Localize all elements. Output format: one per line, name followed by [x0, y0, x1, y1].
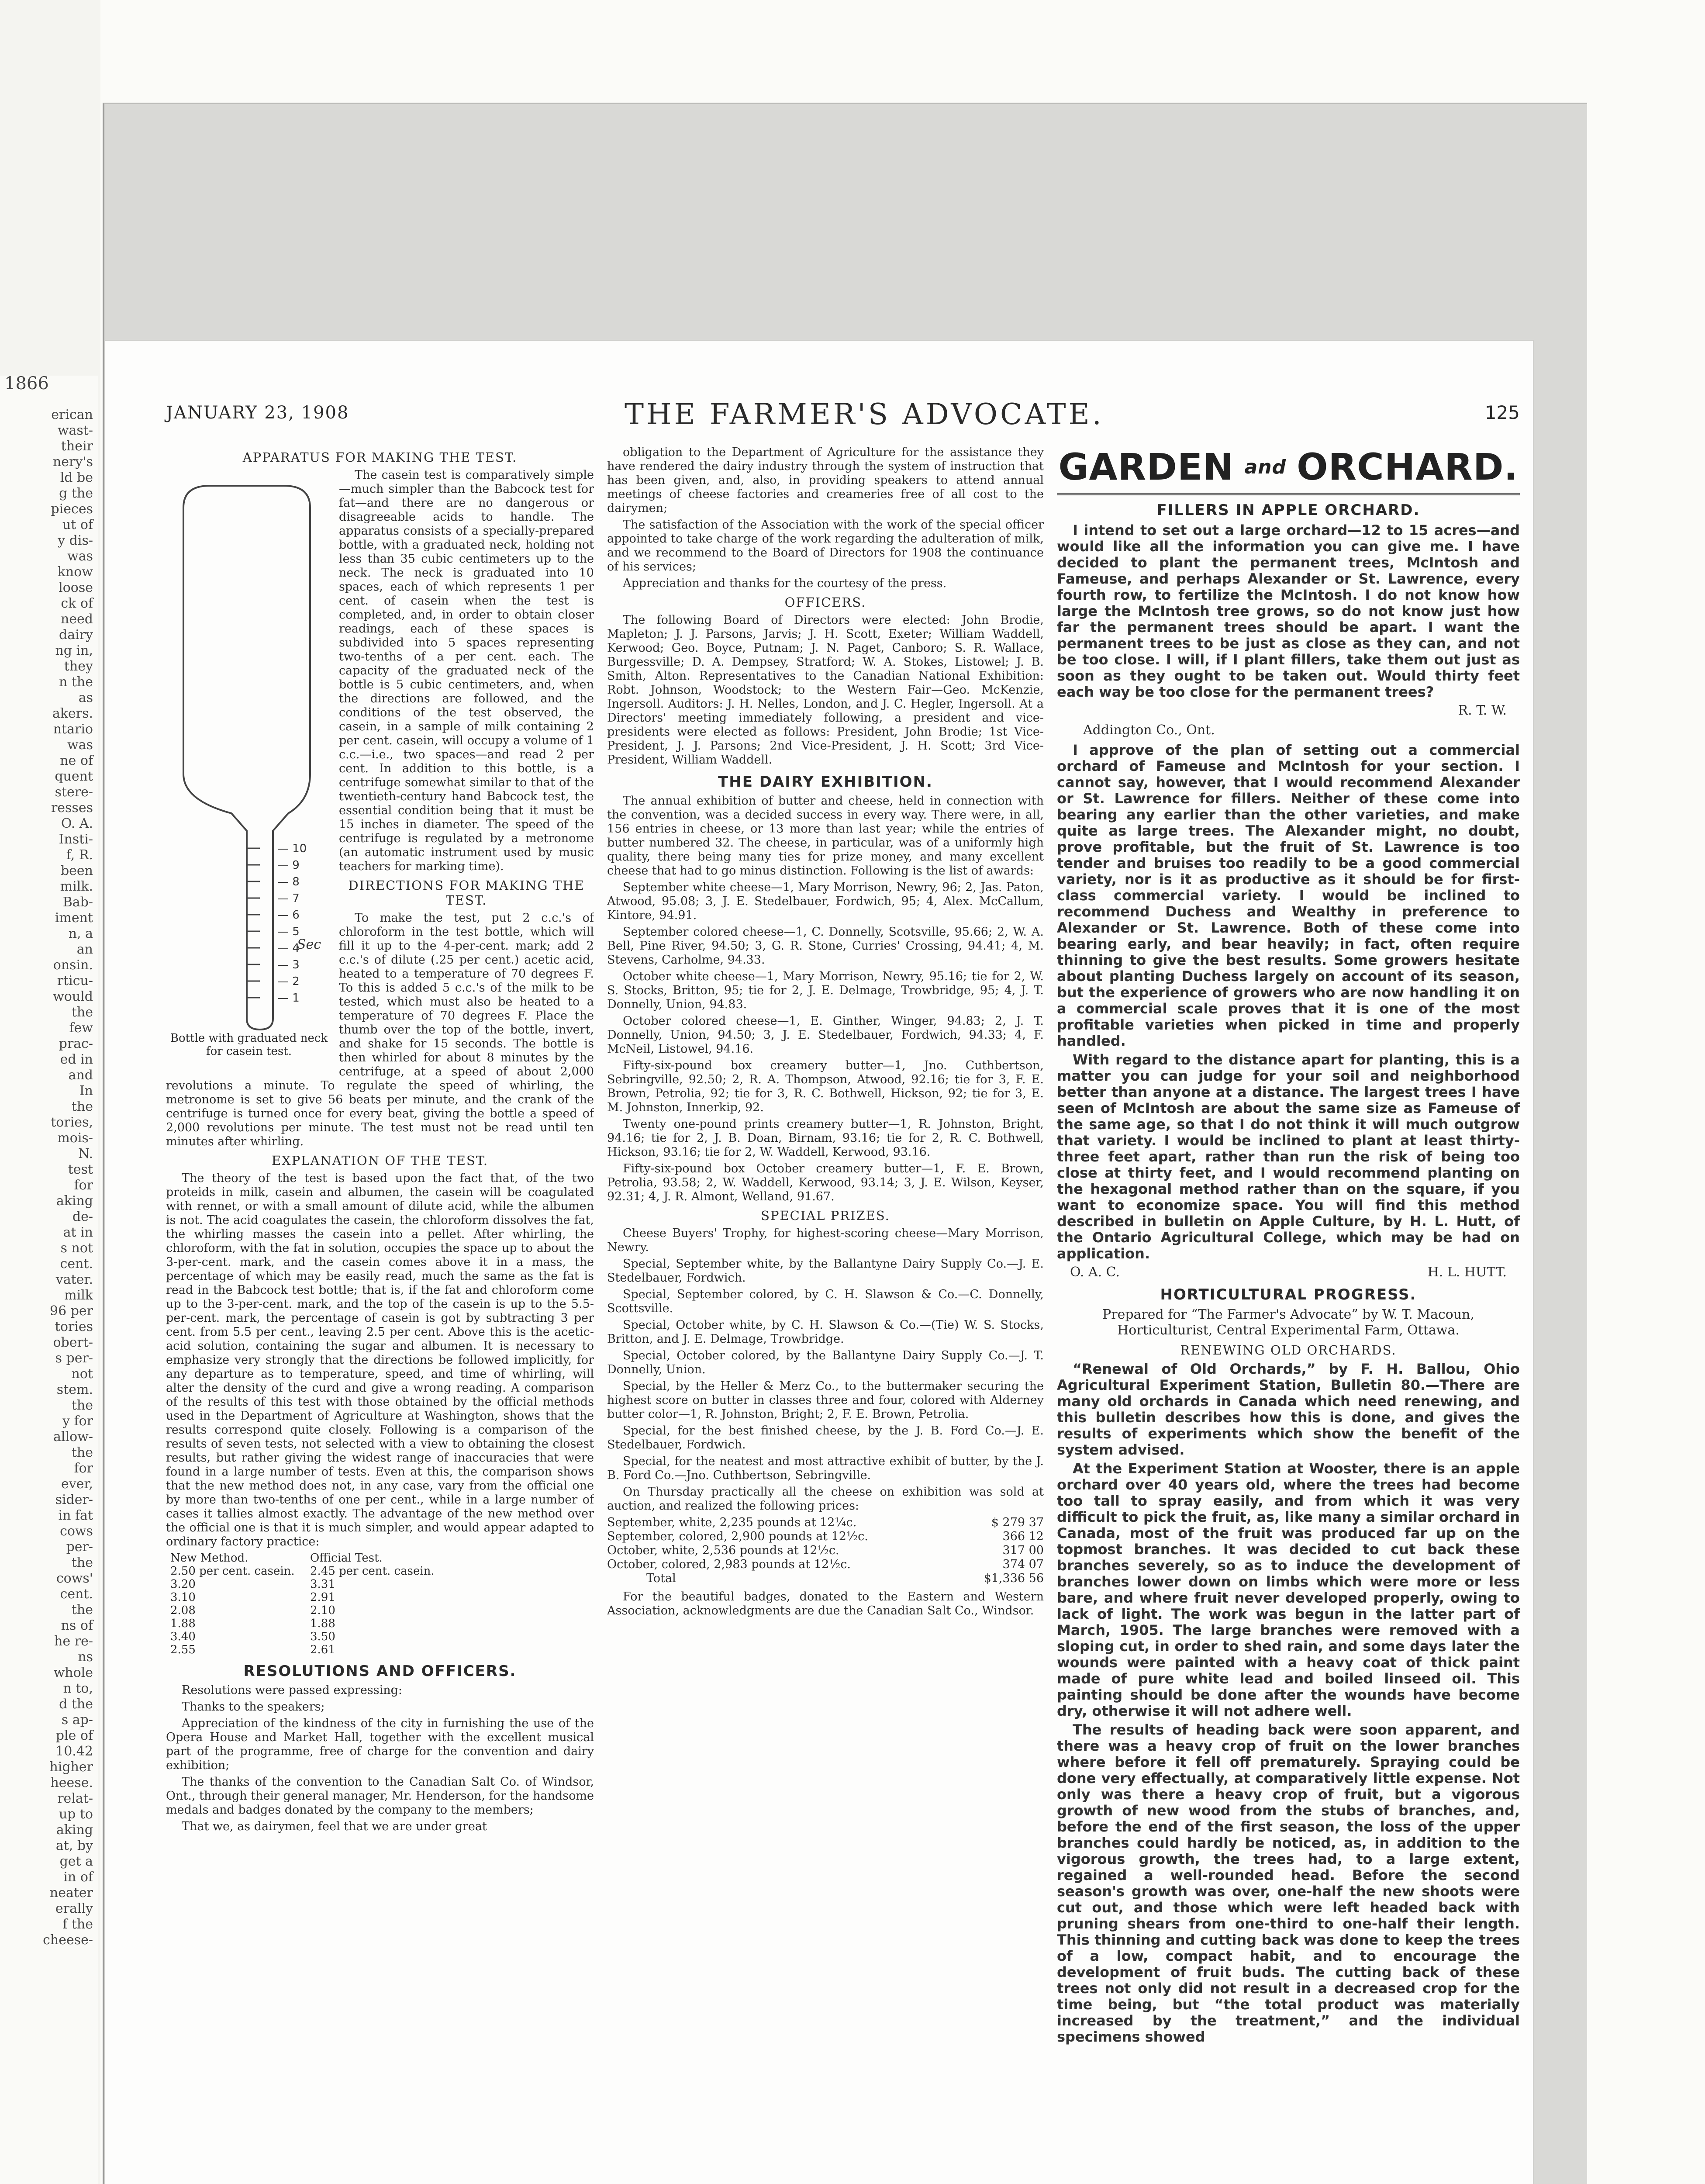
text-fragment: nery's [52, 454, 93, 470]
table-cell: 2.45 per cent. casein. [310, 1565, 435, 1578]
table-cell: 3.50 [310, 1630, 335, 1643]
text-fragment: de- [72, 1209, 93, 1224]
text-fragment: cent. [60, 1586, 93, 1602]
text-fragment: the [71, 1398, 93, 1413]
text-fragment: ne of [60, 753, 93, 768]
text-fragment: for [74, 1461, 93, 1476]
resolutions-heading: RESOLUTIONS AND OFFICERS. [243, 1662, 517, 1680]
text-fragment: ever, [61, 1476, 93, 1492]
fillers-paragraph: With regard to the distance apart for planting, this is a matter you can judge for your soil and neighborhood better than anyone at a distance. The largest trees I have seen of McIntosh are about the same size as Fameuse of the same age, so that I do not think it will much outgrow that variety. I would be inclined to plant at least thirty-three feet apart, rather than run the risk of being too close at thirty feet, and I would recommend planting on the hexagonal method rather than on the square, if you want to economize space. You will find this method described in bulletin on Apple Culture, by H. L. Hutt, of the Ontario Agricultural College, which may be had on application. [1057, 1051, 1520, 1262]
text-fragment: resses [51, 800, 93, 816]
text-fragment: aking [56, 1193, 93, 1209]
sales-row [607, 1544, 1044, 1558]
apparatus-paragraph: The casein test is comparatively simple—much simpler than the Babcock test for fat—and there are no dangerous or disagreeable acids to handle. The apparatus consists of a specially-prepared bottle, with a graduated neck, holding not less than 35 cubic centimeters up to the neck. The neck is graduated into 10 spaces, each of which represents 1 per cent. of casein when the test is completed, and, in order to obtain closer readings, each of these spaces is subdivided into 5 spaces representing two-tenths of a per cent. each. The capacity of the graduated neck of the bottle is 5 cubic centimeters, and, when the directions are followed, and the conditions of the test observed, the casein, in a sample of milk containing 2 per cent. casein, will occupy a volume of 1 c.c.—i.e., two spaces—and read 2 per cent. In addition to this bottle, is a centrifuge somewhat similar to that of the twentieth-century hand Babcock test, the essential condition being that it must be 15 inches in diameter. The speed of the centrifuge is regulated by a metronome (an automatic instrument used by music teachers for marking time). [339, 468, 594, 873]
text-fragment: in of [63, 1870, 93, 1885]
text-fragment: need [60, 612, 93, 627]
text-fragment: the [71, 1099, 93, 1114]
text-fragment: ut of [62, 517, 93, 532]
text-fragment: erican [51, 407, 93, 422]
text-fragment: at in [63, 1225, 93, 1240]
signature-line [1057, 703, 1520, 718]
text-fragment: 96 per [49, 1303, 93, 1319]
text-fragment: rticu- [57, 973, 93, 988]
text-fragment: n, a [68, 926, 93, 941]
text-fragment: at, by [55, 1838, 93, 1853]
table-cell: 3.10 [170, 1591, 196, 1604]
text-fragment: ed in [60, 1052, 93, 1067]
text-fragment: obert- [53, 1335, 93, 1350]
location-line [1057, 722, 1520, 738]
text-fragment: s not [60, 1241, 93, 1256]
sales-row [607, 1558, 1044, 1572]
resolutions-paragraph: Thanks to the speakers; [182, 1700, 325, 1714]
table-cell: 3.20 [170, 1578, 196, 1591]
prize-paragraph: Special, October white, by C. H. Slawson & Co.—(Tie) W. S. Stocks, Britton, and J. E. Delmage, Trowbridge. [607, 1318, 1044, 1346]
text-fragment: f, R. [66, 847, 93, 863]
signature: R. T. W. [1458, 703, 1507, 718]
table-cell: 2.91 [310, 1591, 335, 1604]
body-paragraph: Appreciation and thanks for the courtesy of the press. [623, 577, 947, 590]
prize-paragraph: Special, by the Heller & Merz Co., to the buttermaker securing the highest score on butter in classes three and four, colored with Alderney butter color—1, R. Johnston, Bright; 2, F. E. Brown, Petrolia. [607, 1379, 1044, 1421]
prize-paragraph: Special, September white, by the Ballantyne Dairy Supply Co.—J. E. Stedelbauer, Fordwich. [607, 1257, 1044, 1285]
prize-paragraph: Special, October colored, by the Ballantyne Dairy Supply Co.—J. T. Donnelly, Union. [607, 1349, 1044, 1376]
figure-sec-label: Sec [297, 937, 321, 952]
issue-date: JANUARY 23, 1908 [166, 403, 349, 423]
award-paragraph: October white cheese—1, Mary Morrison, Newry, 95.16; tie for 2, W. S. Stocks, Britton, 95; tie for 2, J. E. Delmage, Trowbridge, 95; 4, J. T. Donnelly, Union, 94.83. [607, 970, 1044, 1011]
text-fragment: Bab- [62, 895, 93, 910]
text-fragment: up to [59, 1807, 93, 1822]
text-fragment: get a [59, 1854, 93, 1869]
fillers-paragraph: I intend to set out a large orchard—12 to 15 acres—and would like all the information you can give me. I have decided to plant the permanent trees, McIntosh and Fameuse, and perhaps Alexander or St. Lawrence, every fourth row, to fertilize the McIntosh. I do not know how large the McIntosh tree grows, so do not know just how far the permanent trees should be apart. I want the permanent trees to be just as close as they can, and not be too close. I will, if I plant fillers, take them out just as soon as they ought to be taken out. Would thirty feet each way be too close for the permanent trees? [1057, 522, 1520, 700]
table-header: New Method. [170, 1552, 249, 1565]
text-fragment: milk [64, 1288, 93, 1303]
byline: Prepared for “The Farmer's Advocate” by W. T. Macoun, Horticulturist, Central Experimental Farm, Ottawa. [1102, 1307, 1474, 1338]
signature-line [1057, 1265, 1520, 1280]
renewing-paragraph: The results of heading back were soon apparent, and there was a heavy crop of fruit on the lower branches where before it fell off prematurely. Spraying could be done very effectually, at comparatively little expense. Not only was there a heavy crop of fruit, but a vigorous growth of new wood from the stubs of branches, and, before the end of the first season, the loss of the upper branches could hardly be noticed, as, in addition to the vigorous growth, the trees had, to a large extent, regained a well-rounded head. Before the second season's growth was over, one-half the new shoots were cut out, and those which were left headed back with pruning shears from one-third to one-half their length. This thinning and cutting back was done to keep the trees of a low, compact habit, and to encourage the development of fruit buds. The cutting back of these trees not only did not result in a decreased crop for the time being, but “the total product was materially increased by the treatment,” and the individual specimens showed [1057, 1721, 1520, 2045]
prize-paragraph: Cheese Buyers' Trophy, for highest-scoring cheese—Mary Morrison, Newry. [607, 1227, 1044, 1254]
prize-paragraph: Special, for the best finished cheese, by the J. B. Ford Co.—J. E. Stedelbauer, Fordwich. [607, 1424, 1044, 1451]
scale-label: — 2 [277, 975, 300, 988]
resolutions-paragraph: The thanks of the convention to the Canadian Salt Co. of Windsor, Ont., through their general manager, Mr. Henderson, for the handsome medals and badges donated by the company to the members; [166, 1775, 594, 1817]
scale-label: — 7 [277, 892, 300, 905]
scale-label: — 4 [277, 942, 300, 955]
text-fragment: was [67, 737, 93, 753]
scale-label: — 9 [277, 859, 300, 872]
horticultural-heading: HORTICULTURAL PROGRESS. [1160, 1286, 1417, 1303]
prize-paragraph: Special, for the neatest and most attractive exhibit of butter, by the J. B. Ford Co.—Jno. Cuthbertson, Sebringville. [607, 1455, 1044, 1482]
text-fragment: erally [55, 1901, 93, 1916]
text-fragment: tories, [51, 1115, 93, 1130]
text-fragment: milk. [60, 879, 93, 894]
sales-item: September, colored, 2,900 pounds at 12½c. [607, 1530, 868, 1543]
sales-item: September, white, 2,235 pounds at 12¼c. [607, 1516, 857, 1529]
text-fragment: relat- [57, 1791, 93, 1806]
column-garden-orchard [1057, 446, 1520, 2184]
explanation-heading: EXPLANATION OF THE TEST. [271, 1153, 489, 1168]
text-fragment: y dis- [58, 533, 93, 548]
scale-label: — 5 [277, 925, 300, 938]
sales-total-row [607, 1572, 1044, 1586]
special-prizes-heading: SPECIAL PRIZES. [761, 1208, 890, 1223]
table-cell: 2.08 [170, 1604, 196, 1617]
newspaper-page [105, 341, 1533, 2184]
text-fragment: y for [62, 1413, 93, 1429]
previous-page-number: 1866 [4, 376, 49, 394]
text-fragment: neater [49, 1885, 93, 1901]
auction-sales-list [607, 1516, 1044, 1586]
page-number: 125 [1484, 402, 1520, 423]
prize-paragraph: Special, September colored, by C. H. Slawson & Co.—C. Donnelly, Scottsville. [607, 1288, 1044, 1315]
award-paragraph: Fifty-six-pound box October creamery butter—1, F. E. Brown, Petrolia, 93.58; 2, W. Waddell, Kerwood, 93.14; 3, J. E. Wilson, Keyser, 92.31; 4, J. R. Almont, Welland, 91.67. [607, 1162, 1044, 1203]
text-fragment: dairy [59, 627, 93, 643]
text-fragment: in fat [58, 1508, 93, 1523]
department-title [1057, 446, 1520, 495]
department-title-right: ORCHARD. [1297, 446, 1519, 488]
text-fragment: loose [59, 580, 93, 595]
text-fragment: the [71, 1555, 93, 1570]
text-fragment: n the [59, 674, 93, 690]
text-fragment: they [64, 659, 93, 674]
text-fragment: and [68, 1068, 93, 1083]
scale-label: — 10 [277, 842, 307, 855]
text-fragment: In [79, 1083, 93, 1099]
text-fragment: not [71, 1366, 93, 1382]
text-fragment: ld be [60, 470, 93, 485]
officers-paragraph: The following Board of Directors were elected: John Brodie, Mapleton; J. J. Parsons, Jarvis; J. H. Scott, Exeter; William Waddell, Kerwood; Geo. Boyce, Putnam; J. N. Paget, Canboro; S. R. Wallace, Burgessville; D. A. Dempsey, Stratford; W. A. Stokes, Listowel; J. B. Smith, Alton. Representatives to the Canadian National Exhibition: Robt. Johnson, Woodstock; to the Western Fair—Geo. McKenzie, Ingersoll. Auditors: J. H. Nelles, London, and J. C. Hegler, Ingersoll. At a Directors' meeting immediately following, a president and vice-presidents were elected as follows: President, John Brodie; 1st Vice-President, J. J. Parsons; 2nd Vice-President, J. H. Scott; 3rd Vice-President, William Waddell. [607, 613, 1044, 767]
sales-amount: 317 00 [1002, 1544, 1044, 1557]
text-fragment: their [61, 439, 93, 454]
table-row [170, 1565, 594, 1578]
signature: H. L. HUTT. [1427, 1265, 1507, 1280]
table-cell: 2.61 [310, 1643, 335, 1656]
text-fragment: per- [66, 1539, 93, 1555]
text-fragment: stem. [56, 1382, 93, 1397]
fillers-paragraph: I approve of the plan of setting out a commercial orchard of Fameuse and McIntosh for your section. I cannot say, however, that I would recommend Alexander or St. Lawrence for fillers. Neither of these come into bearing any earlier than the other varieties, and make quite as large trees. The Alexander might, no doubt, prove profitable, but the fruit of St. Lawrence is too tender and bruises too readily to be a good commercial variety, nor is it as productive as it should be for first-class commercial variety. I would be inclined to recommend Duchess and Wealthy in preference to Alexander or St. Lawrence. Both of these come into bearing early, and bear heavily; in fact, often require thinning to give the best results. Some growers hesitate about planting Duchess largely on account of its season, but the experience of growers who are now handling it on a commercial scale proves that it is one of the most profitable varieties when picked in time and properly handled. [1057, 742, 1520, 1049]
fillers-heading: FILLERS IN APPLE ORCHARD. [1156, 501, 1420, 519]
award-paragraph: Twenty one-pound prints creamery butter—1, R. Johnston, Bright, 94.16; tie for 2, J. B. Doan, Birnam, 93.16; tie for 2, R. C. Bothwell, Hickson, 93.16; tie for 2, W. Waddell, Kerwood, 93.16. [607, 1117, 1044, 1159]
microfilm-top [100, 0, 1705, 100]
department-title-and: and [1244, 456, 1287, 478]
table-row [170, 1578, 594, 1591]
directions-paragraph: To make the test, put 2 c.c.'s of chloroform in the test bottle, which will fill it up to the 4-per-cent. mark; add 2 c.c.'s of dilute (.25 per cent.) acetic acid, heated to a temperature of 70 degrees F. To this is added 5 c.c.'s of the milk to be tested, which must also be heated to a temperature of 70 degrees F. Place the thumb over the top of the bottle, invert, and shake for 15 seconds. The bottle is then whirled for about 8 minutes by the centrifuge, at a speed of about 2,000 revolutions a minute. To regulate the speed of whirling, the metronome is set to give 56 beats per minute, and the crank of the centrifuge is turned once for every beat, giving the bottle a speed of 2,000 revolutions per minute. The test must not be read until ten minutes after whirling. [166, 911, 594, 1148]
text-fragment: s ap- [61, 1712, 93, 1728]
resolutions-paragraph: Resolutions were passed expressing: [182, 1683, 402, 1697]
text-fragment: f the [62, 1917, 93, 1932]
text-fragment: an [76, 942, 93, 957]
text-fragment: the [71, 1445, 93, 1460]
text-fragment: mois- [57, 1130, 93, 1146]
text-fragment: ck of [61, 596, 93, 611]
text-fragment: aking [56, 1822, 93, 1838]
text-fragment: whole [53, 1665, 93, 1680]
text-fragment: O. A. [61, 816, 93, 831]
dairy-exhibition-heading: THE DAIRY EXHIBITION. [718, 773, 933, 791]
text-fragment: onsin. [53, 957, 93, 973]
sales-row [607, 1530, 1044, 1544]
column-dairy [607, 446, 1044, 2184]
text-fragment: was [67, 549, 93, 564]
table-cell: 2.10 [310, 1604, 335, 1617]
table-cell: 1.88 [170, 1617, 196, 1630]
resolutions-paragraph: That we, as dairymen, feel that we are under great [182, 1820, 487, 1833]
table-row [170, 1604, 594, 1617]
text-fragment: for [74, 1178, 93, 1193]
table-row [170, 1630, 594, 1643]
text-fragment: ntario [53, 722, 93, 737]
text-fragment: ns of [61, 1618, 93, 1633]
text-fragment: ns [78, 1649, 93, 1665]
text-fragment: quent [55, 769, 93, 784]
body-paragraph: obligation to the Department of Agriculture for the assistance they have rendered the dairy industry through the system of instruction that has been given, and, also, in providing speakers to attend annual meetings of cheese factories and creameries free of all cost to the dairymen; [607, 446, 1044, 515]
text-fragment: akers. [52, 706, 93, 721]
text-fragment: N. [78, 1146, 93, 1161]
text-fragment: would [53, 989, 93, 1004]
department-title-left: GARDEN [1058, 446, 1234, 488]
text-fragment: test [68, 1162, 93, 1177]
page-header [166, 397, 1546, 431]
text-fragment: d the [59, 1697, 93, 1712]
location: Addington Co., Ont. [1083, 722, 1215, 738]
previous-page-fragment [0, 376, 98, 2184]
sales-total-amount: $1,336 56 [984, 1572, 1044, 1585]
award-paragraph: Fifty-six-pound box creamery butter—1, Jno. Cuthbertson, Sebringville, 92.50; 2, R. A. Thompson, Atwood, 92.16; tie for 3, F. E. Brown, Petrolia, 92; tie for 3, R. C. Bothwell, Hickson, 92; tie for 3, E. M. Johnston, Innerkip, 92. [607, 1059, 1044, 1114]
text-fragment: ple of [55, 1728, 93, 1743]
text-fragment: wast- [57, 423, 93, 438]
table-cell: 2.55 [170, 1643, 196, 1656]
column-casein-test [166, 446, 594, 2184]
table-row [170, 1617, 594, 1630]
scale-label: — 6 [277, 909, 300, 922]
text-fragment: allow- [53, 1429, 93, 1444]
text-fragment: pieces [51, 501, 93, 517]
text-fragment: he re- [54, 1634, 93, 1649]
text-fragment: as [78, 690, 93, 705]
table-cell: 2.50 per cent. casein. [170, 1565, 295, 1578]
table-row [170, 1643, 594, 1656]
sales-amount: 366 12 [1002, 1530, 1044, 1543]
award-paragraph: September colored cheese—1, C. Donnelly, Scotsville, 95.66; 2, W. A. Bell, Pine River, 94.50; 3, G. R. Stone, Curries' Crossing, 94.41; 4, M. Stevens, Carholme, 94.33. [607, 925, 1044, 967]
text-fragment: higher [49, 1759, 93, 1775]
text-fragment: stere- [55, 784, 93, 800]
sales-amount: $ 279 37 [991, 1516, 1044, 1529]
scale-label: — 3 [277, 958, 300, 971]
masthead-title: THE FARMER'S ADVOCATE. [625, 397, 1104, 431]
text-fragment: sider- [55, 1492, 93, 1507]
text-fragment: been [60, 863, 93, 878]
explanation-paragraph: The theory of the test is based upon the fact that, of the two proteids in milk, casein and albumen, the casein will be coagulated with rennet, or with a small amount of dilute acid, while the albumen is not. The acid coagulates the casein, the chloroform dissolves the fat, the whirling masses the casein into a pellet. After whirling, the chloroform, with the fat in solution, occupies the space up to about the 3-per-cent. mark, and the casein comes above it in a mass, the percentage of which may be easily read, much the same as the fat is read in the Babcock test bottle; that is, if the fat and chloroform come up to the 3-per-cent. mark, and the top of the casein is up to the 5.5-per-cent. mark, the percentage of casein is got by subtracting 3 per cent. from 5.5 per cent., leaving 2.5 per cent. Above this is the acetic-acid solution, containing the sugar and albumen. It is necessary to emphasize very strongly that the directions be followed implicitly, for any departure as to temperature, speed, and time of whirling, will alter the density of the curd and give a wrong reading. A comparison of the results of this test with those obtained by the official methods used in the Department of Agriculture at Washington, shows that the results correspond quite closely. Following is a comparison of the results of seven tests, not selected with a view to obtaining the closest results, but rather giving the widest range of inaccuracies that were found in a large number of tests. Even at this, the comparison shows that the new method does not, in any case, vary from the official one by more than two-tenths of one per cent., while in a large number of cases it tallies almost exactly. The advantage of the new method over the official one is that it is much simpler, and would appear adapted to ordinary factory practice: [166, 1171, 594, 1548]
text-fragment: cheese- [43, 1932, 93, 1948]
text-fragment: cent. [60, 1256, 93, 1272]
text-fragment: ng in, [55, 643, 93, 658]
text-fragment: n to, [63, 1681, 93, 1696]
text-fragment: tories [55, 1319, 93, 1334]
institution: O. A. C. [1070, 1265, 1120, 1280]
renewing-heading: RENEWING OLD ORCHARDS. [1180, 1343, 1397, 1358]
table-header-row [170, 1552, 594, 1565]
table-cell: 3.40 [170, 1630, 196, 1643]
officers-heading: OFFICERS. [784, 595, 866, 610]
scale-label: — 1 [277, 992, 300, 1005]
text-fragment: 10.42 [55, 1744, 93, 1759]
text-fragment: heese. [50, 1775, 93, 1790]
table-cell: 3.31 [310, 1578, 335, 1591]
renewing-paragraph: At the Experiment Station at Wooster, there is an apple orchard over 40 years old, where the trees had become too tall to spray easily, and from which it was very difficult to pick the fruit, as, like many a similar orchard in Canada, most of the fruit was produced far up on the topmost branches. It was decided to cut back these branches severely, so as to induce the development of branches lower down on limbs which were more or less bare, and where fruit never developed properly, owing to lack of light. The work was begun in the latter part of March, 1905. The large branches were removed with a sloping cut, in order to shed rain, and some days later the wounds were painted with a heavy coat of thick paint made of pure white lead and boiled linseed oil. This painting should be done after the wounds have become dry, otherwise it will not adhere well. [1057, 1460, 1520, 1719]
text-fragment: prac- [59, 1036, 93, 1051]
award-paragraph: October colored cheese—1, E. Ginther, Winger, 94.83; 2, J. T. Donnelly, Union, 94.50; 3, J. E. Stedelbauer, Fordwich, 94.33; 4, F. McNeil, Listowel, 94.16. [607, 1014, 1044, 1056]
text-fragment: cows' [56, 1571, 93, 1586]
sales-item: October, colored, 2,983 pounds at 12½c. [607, 1558, 851, 1571]
text-fragment: few [69, 1020, 93, 1036]
text-fragment: Insti- [59, 832, 93, 847]
scale-label: — 8 [277, 875, 300, 888]
body-paragraph: For the beautiful badges, donated to the Eastern and Western Association, acknowledgments are due the Canadian Salt Co., Windsor. [607, 1590, 1044, 1617]
text-fragment: g the [59, 486, 93, 501]
text-fragment: the [71, 1602, 93, 1617]
text-fragment: vater. [55, 1272, 93, 1287]
table-header: Official Test. [310, 1552, 383, 1565]
figure-caption: Bottle with graduated neck for casein test. [170, 1032, 328, 1058]
directions-heading: DIRECTIONS FOR MAKING THE TEST. [348, 878, 585, 908]
dairy-paragraph: The annual exhibition of butter and cheese, held in connection with the convention, was a decided success in every way. There were, in all, 156 entries in cheese, or 13 more than last year; while the entries of butter numbered 32. The cheese, in particular, was of a uniformly high quality, there being many ties for prize money, and many excellent cheese that had to go minus distinction. Following is the list of awards: [607, 794, 1044, 878]
table-row [170, 1591, 594, 1604]
renewing-paragraph: “Renewal of Old Orchards,” by F. H. Ballou, Ohio Agricultural Experiment Station, Bulletin 80.—There are many old orchards in Canada which need renewing, and this bulletin describes how this is done, and gives the results of experiments which show the benefit of the system advised. [1057, 1361, 1520, 1458]
text-fragment: know [57, 564, 93, 580]
sales-amount: 374 07 [1002, 1558, 1044, 1571]
casein-bottle-figure [166, 468, 332, 1062]
award-paragraph: September white cheese—1, Mary Morrison, Newry, 96; 2, Jas. Paton, Atwood, 95.08; 3, J. E. Stedelbauer, Fordwich, 95; 4, Alex. McCallum, Kintore, 94.91. [607, 881, 1044, 922]
text-fragment: cows [60, 1524, 93, 1539]
sales-row [607, 1516, 1044, 1530]
apparatus-heading: APPARATUS FOR MAKING THE TEST. [242, 450, 518, 465]
text-fragment: s per- [55, 1351, 93, 1366]
resolutions-paragraph: Appreciation of the kindness of the city in furnishing the use of the Opera House and Market Hall, together with the excellent musical part of the programme, free of charge for the convention and dairy exhibition; [166, 1717, 594, 1772]
prize-paragraph: On Thursday practically all the cheese on exhibition was sold at auction, and realized the following prices: [607, 1485, 1044, 1513]
comparison-table [170, 1552, 594, 1656]
text-fragment: iment [55, 910, 93, 926]
text-fragment: the [71, 1005, 93, 1020]
sales-total-label: Total [646, 1572, 676, 1585]
table-cell: 1.88 [310, 1617, 335, 1630]
bottle-illustration [166, 468, 332, 1032]
sales-item: October, white, 2,536 pounds at 12½c. [607, 1544, 839, 1557]
body-paragraph: The satisfaction of the Association with the work of the special officer appointed to take charge of the work regarding the adulteration of milk, and we recommend to the Board of Directors for 1908 the continuance of his services; [607, 518, 1044, 574]
